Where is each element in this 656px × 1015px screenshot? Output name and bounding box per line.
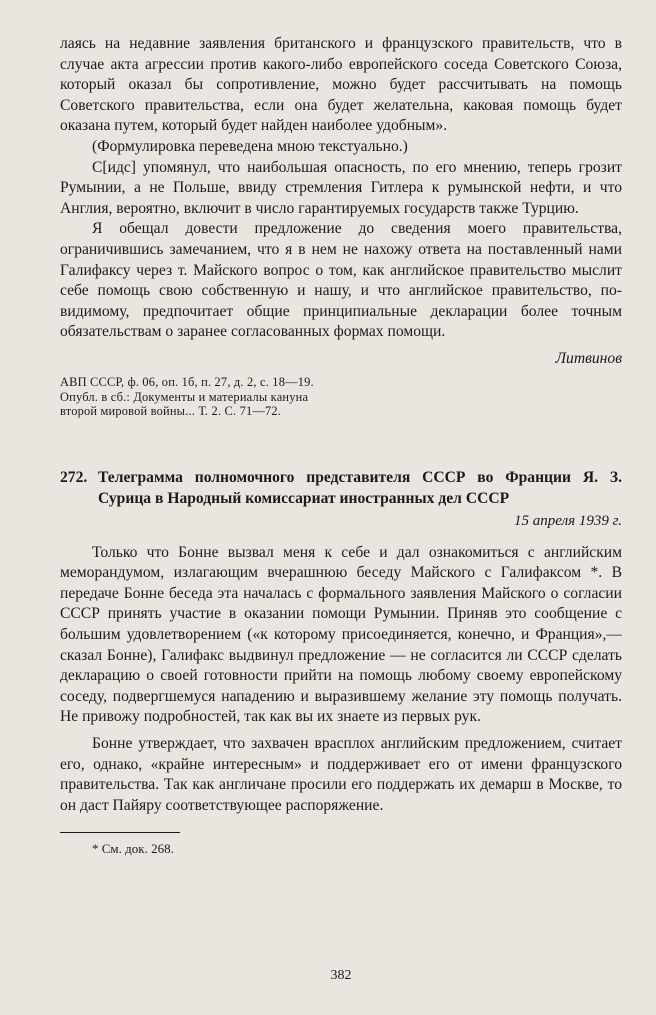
paragraph-romania-threat: С[идс] упомянул, что наибольшая опасность, по его мнению, теперь грозит Румынии, а не Польше, ввиду стремления Гитлера к румынской нефти, и что Англия, вероятно, включит в число гарантируемых государств также Турцию. <box>60 158 622 217</box>
paragraph-bonnet-memorandum: Только что Бонне вызвал меня к себе и дал ознакомиться с английским меморандумом, излагающим вчерашнюю беседу Майского с Галифаксом *. В передаче Бонне беседа эта началась с формального заявления Майского о согласии СССР принять участие в оказании помощи Румынии. Приняв это сообщение с большим удовлетворением («к которому присоединяется, конечно, и Франция»,— сказал Бонне), Галифакс выдвинул предложение — не согласится ли СССР сделать декларацию о своей готовности прийти на помощь любому своему европейскому соседу, подвергшемуся нападению и выразившему желание эту помощь получать. Не привожу подробностей, так как вы их знаете из первых рук. <box>60 543 622 726</box>
translation-note: (Формулировка переведена мною текстуально.) <box>92 137 408 155</box>
paragraph-reply-promise: Я обещал довести предложение до сведения моего правительства, ограничившись замечанием, что я в нем не нахожу ответа на поставленный нами Галифаксу через т. Майского вопрос о том, как английское правительство мыслит себе помощь свою собственную и нашу, и что английское правительство, по-видимому, предпочитает общие принципиальные декларации более точным обязательствам о заранее согласованных формах помощи. <box>60 220 622 341</box>
footnote-divider <box>60 832 180 833</box>
paragraph-bonnet-support: Бонне утверждает, что захвачен врасплох английским предложением, считает его, однако, «крайне интересным» и поддерживает его от имени французского правительства. Так как англичане просили его поддержать их демарш в Москве, то он даст Пайяру соответствующее распоряжение. <box>60 735 622 814</box>
archive-source-note: АВП СССР, ф. 06, оп. 1б, п. 27, д. 2, с. 18—19. Опубл. в сб.: Документы и материалы кануна второй мировой войны... Т. 2. С. 71—72. <box>60 374 314 419</box>
book-page <box>60 34 622 984</box>
page-number: 382 <box>330 968 352 983</box>
document-number: 272. <box>60 468 88 486</box>
document-date: 15 апреля 1939 г. <box>514 512 622 529</box>
signature-litvinov: Литвинов <box>555 349 622 367</box>
continuation-paragraph: лаясь на недавние заявления британского и французского правительств, что в случае акта агрессии против какого-либо европейского соседа Советского Союза, который оказал бы сопротивление, можно будет рассчитывать на помощь Советского правительства, если она будет желательна, каковая помощь будет оказана путем, который будет найден наиболее удобным». <box>60 35 622 135</box>
document-title: Телеграмма полномочного представителя СССР во Франции Я. З. Сурица в Народный комиссариат иностранных дел СССР <box>98 468 622 507</box>
footnote: * См. док. 268. <box>92 841 174 857</box>
document-heading <box>60 467 622 509</box>
